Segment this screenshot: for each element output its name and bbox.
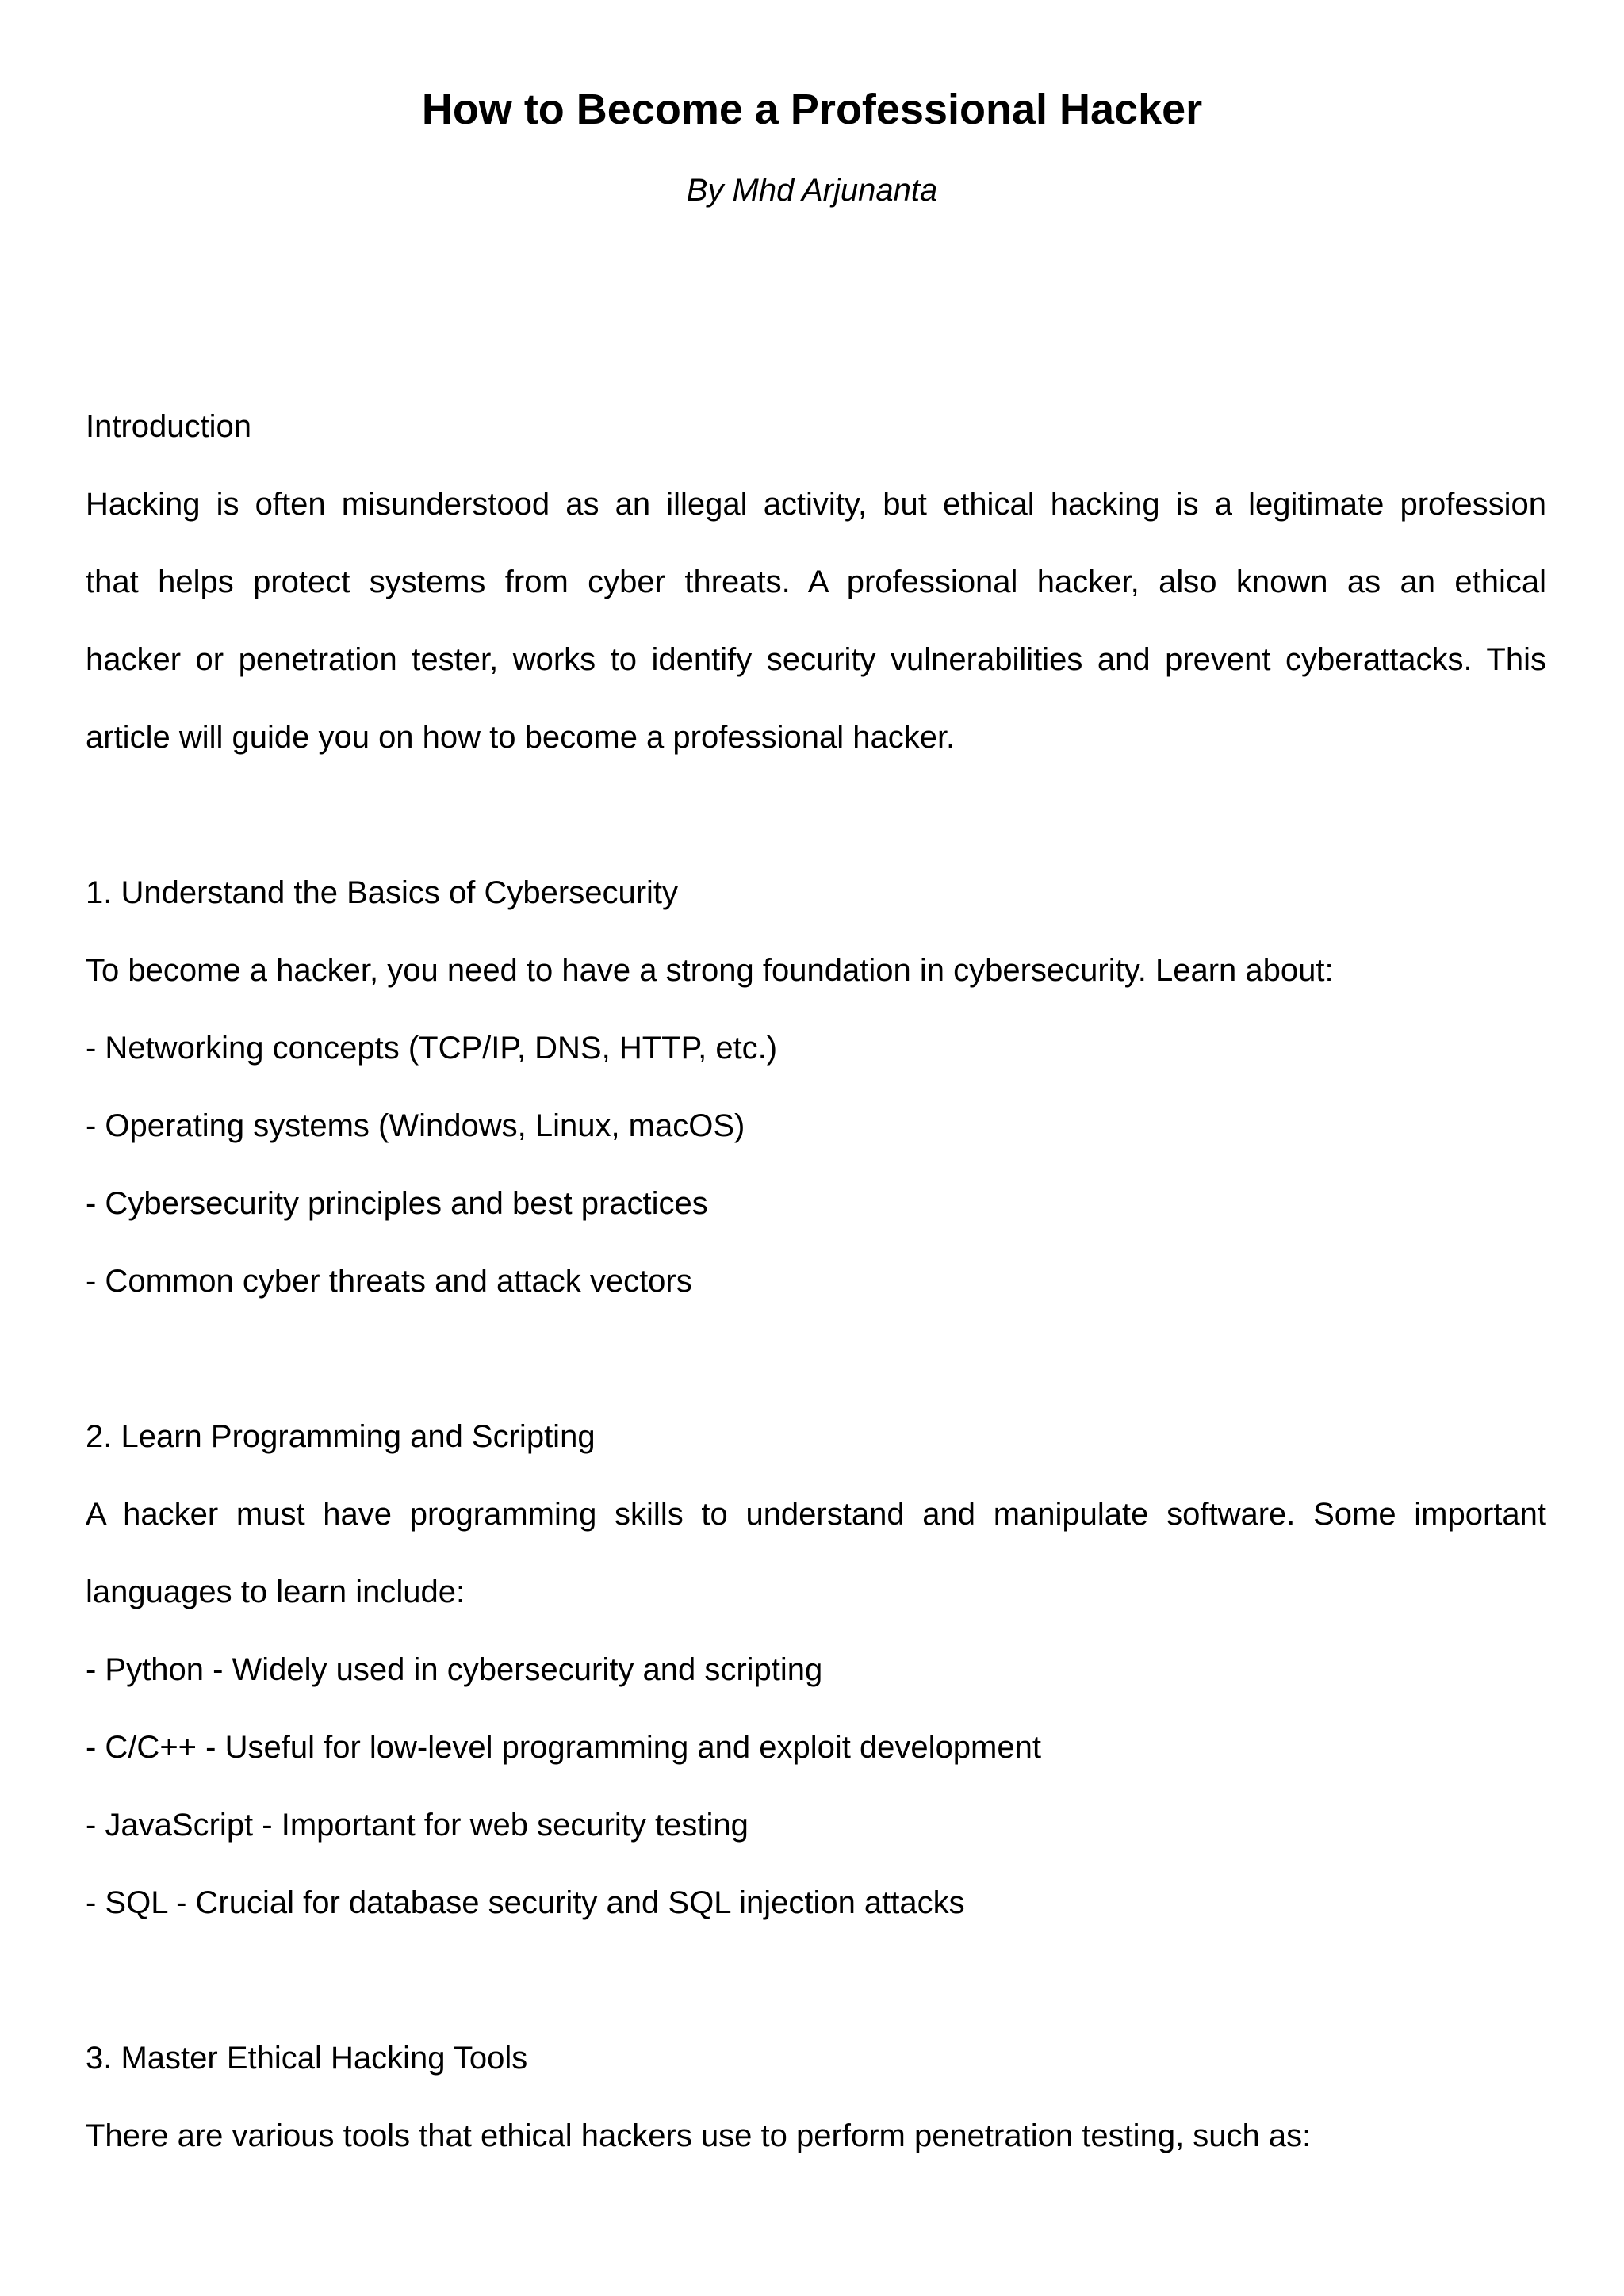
section-3-lead: There are various tools that ethical hackers use to perform penetration testing, such as:	[86, 2118, 1312, 2153]
intro-line: that helps protect systems from cyber threats. A professional hacker, also known as an ethical	[86, 564, 1546, 599]
document-title: How to Become a Professional Hacker	[421, 86, 1203, 133]
section-2-heading: 2. Learn Programming and Scripting	[86, 1419, 596, 1454]
section-1-lead: To become a hacker, you need to have a strong foundation in cybersecurity. Learn about:	[86, 953, 1334, 988]
intro-line: article will guide you on how to become a professional hacker.	[86, 720, 956, 755]
section-3	[86, 2019, 1546, 2175]
intro-line: Hacking is often misunderstood as an illegal activity, but ethical hacking is a legitimate profession	[86, 487, 1546, 522]
intro-heading: Introduction	[86, 409, 252, 444]
section-2-list-item: - SQL - Crucial for database security and SQL injection attacks	[86, 1885, 965, 1920]
document-byline: By Mhd Arjunanta	[686, 173, 938, 208]
section-1-list-item: - Common cyber threats and attack vectors	[86, 1264, 692, 1299]
section-2-lead-line: A hacker must have programming skills to understand and manipulate software. Some important	[86, 1497, 1546, 1532]
section-1-list-item: - Cybersecurity principles and best practices	[86, 1186, 708, 1221]
section-2-list-item: - C/C++ - Useful for low-level programming and exploit development	[86, 1730, 1041, 1765]
section-1	[86, 854, 1546, 1320]
intro-line: hacker or penetration tester, works to identify security vulnerabilities and prevent cyberattacks. This	[86, 642, 1546, 677]
section-3-heading: 3. Master Ethical Hacking Tools	[86, 2041, 528, 2076]
section-2	[86, 1398, 1546, 1942]
section-2-list-item: - JavaScript - Important for web security testing	[86, 1808, 749, 1843]
section-1-heading: 1. Understand the Basics of Cybersecurity	[86, 875, 679, 910]
intro-section	[86, 388, 1546, 776]
section-2-lead-line: languages to learn include:	[86, 1575, 465, 1609]
section-1-list-item: - Operating systems (Windows, Linux, macOS)	[86, 1108, 745, 1143]
section-2-list-item: - Python - Widely used in cybersecurity and scripting	[86, 1652, 823, 1687]
section-1-list-item: - Networking concepts (TCP/IP, DNS, HTTP, etc.)	[86, 1031, 778, 1066]
